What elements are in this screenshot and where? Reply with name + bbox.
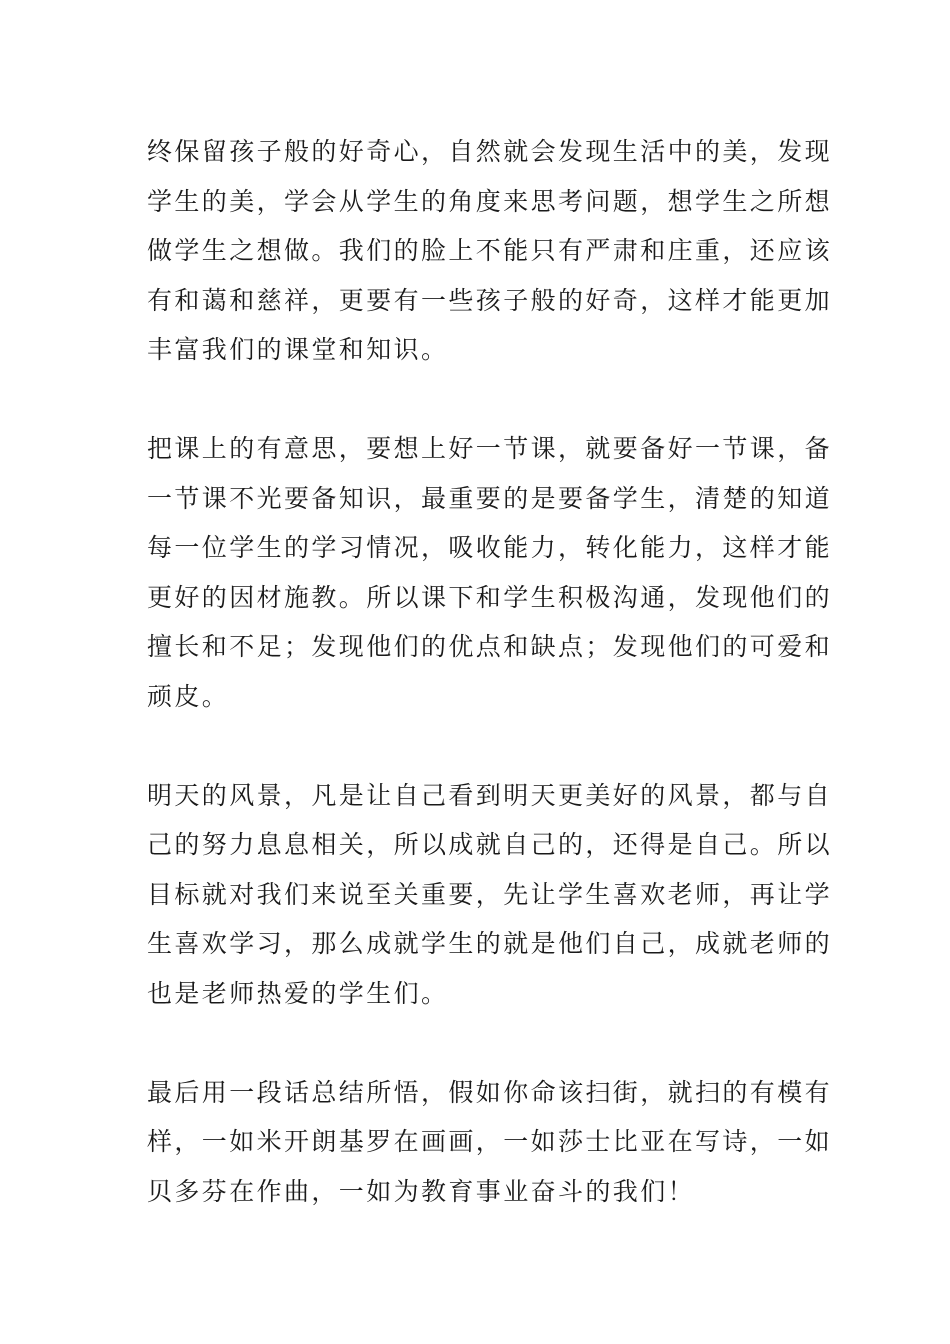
- document-body: [147, 127, 833, 1266]
- text-line: 明天的风景，凡是让自己看到明天更美好的风景，都与自: [147, 780, 833, 810]
- paragraph-2: [147, 424, 833, 721]
- text-line: 把课上的有意思，要想上好一节课，就要备好一节课，备: [147, 434, 833, 463]
- text-line: 擅长和不足；发现他们的优点和缺点；发现他们的可爱和: [147, 632, 833, 661]
- text-line: 顽皮。: [147, 681, 230, 711]
- paragraph-1: [147, 127, 833, 375]
- text-line: 更好的因材施教。所以课下和学生积极沟通，发现他们的: [147, 582, 833, 612]
- text-line: 每一位学生的学习情况，吸收能力，转化能力，这样才能: [147, 533, 833, 562]
- text-line: 贝多芬在作曲，一如为教育事业奋斗的我们！: [147, 1176, 696, 1206]
- text-line: 最后用一段话总结所悟，假如你命该扫街，就扫的有模有: [147, 1077, 833, 1107]
- text-line: 终保留孩子般的好奇心，自然就会发现生活中的美，发现: [147, 137, 833, 166]
- text-line: 做学生之想做。我们的脸上不能只有严肃和庄重，还应该: [147, 236, 833, 265]
- text-line: 有和蔼和慈祥，更要有一些孩子般的好奇，这样才能更加: [147, 285, 833, 315]
- text-line: 也是老师热爱的学生们。: [147, 978, 449, 1008]
- text-line: 一节课不光要备知识，最重要的是要备学生，清楚的知道: [147, 483, 833, 513]
- text-line: 学生的美，学会从学生的角度来思考问题，想学生之所想: [147, 186, 833, 216]
- text-line: 目标就对我们来说至关重要，先让学生喜欢老师，再让学: [147, 879, 833, 909]
- text-line: 己的努力息息相关，所以成就自己的，还得是自己。所以: [147, 830, 833, 859]
- paragraph-3: [147, 771, 833, 1019]
- text-line: 丰富我们的课堂和知识。: [147, 335, 449, 364]
- text-line: 样，一如米开朗基罗在画画，一如莎士比亚在写诗，一如: [147, 1127, 833, 1156]
- paragraph-4: [147, 1068, 833, 1217]
- text-line: 生喜欢学习，那么成就学生的就是他们自己，成就老师的: [147, 929, 833, 958]
